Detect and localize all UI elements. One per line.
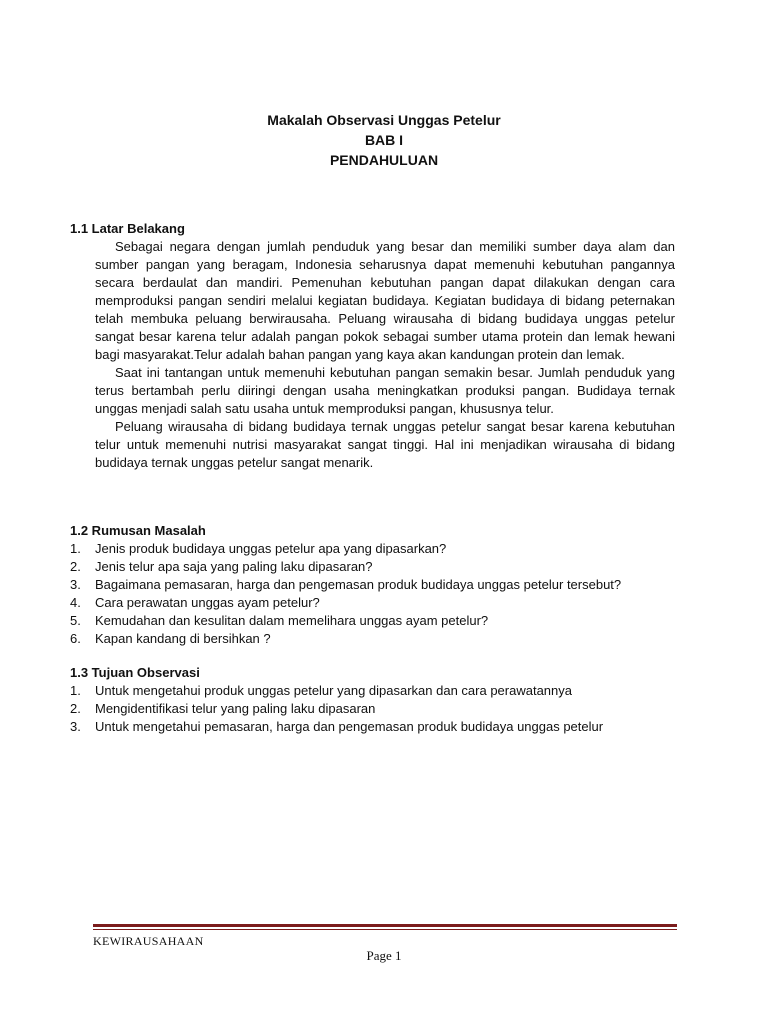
list-text: Bagaimana pemasaran, harga dan pengemasan produk budidaya unggas petelur tersebut? xyxy=(95,577,622,592)
list-item xyxy=(70,630,675,648)
list-number: 3. xyxy=(70,719,81,734)
list-item xyxy=(70,576,675,594)
list-number: 2. xyxy=(70,701,81,716)
section-heading: 1.3 Tujuan Observasi xyxy=(70,665,200,680)
paragraph: Saat ini tantangan untuk memenuhi kebutuhan pangan semakin besar. Jumlah penduduk yang terus bertambah perlu diiringi dengan usaha meningkatkan produksi pangan. Budidaya ternak unggas menjadi salah satu usaha untuk memproduksi pangan, khususnya telur. xyxy=(95,365,675,416)
document-title: Makalah Observasi Unggas Petelur xyxy=(267,112,501,128)
list-number: 2. xyxy=(70,559,81,574)
list-text: Kemudahan dan kesulitan dalam memelihara unggas ayam petelur? xyxy=(95,613,489,628)
list-text: Jenis telur apa saja yang paling laku dipasaran? xyxy=(95,559,373,574)
list-item xyxy=(70,700,675,718)
list-number: 1. xyxy=(70,683,81,698)
chapter-title: PENDAHULUAN xyxy=(329,152,439,168)
section-heading: 1.1 Latar Belakang xyxy=(70,221,185,236)
section-tujuan-observasi xyxy=(70,664,675,736)
section-rumusan-masalah xyxy=(70,522,675,648)
numbered-list xyxy=(70,540,675,648)
list-number: 3. xyxy=(70,577,81,592)
list-item xyxy=(70,594,675,612)
list-text: Untuk mengetahui pemasaran, harga dan pengemasan produk budidaya unggas petelur xyxy=(95,719,604,734)
list-item xyxy=(70,718,675,736)
list-text: Kapan kandang di bersihkan ? xyxy=(95,631,271,646)
footer-course-label: KEWIRAUSAHAAN xyxy=(93,934,204,948)
footer-divider xyxy=(93,924,677,930)
list-item xyxy=(70,540,675,558)
list-text: Untuk mengetahui produk unggas petelur yang dipasarkan dan cara perawatannya xyxy=(95,683,572,698)
list-number: 6. xyxy=(70,631,81,646)
chapter-number: BAB I xyxy=(364,132,404,148)
list-item xyxy=(70,682,675,700)
document-title-block xyxy=(0,110,768,170)
list-text: Mengidentifikasi telur yang paling laku dipasaran xyxy=(95,701,376,716)
paragraph: Sebagai negara dengan jumlah penduduk yang besar dan memiliki sumber daya alam dan sumber pangan yang beragam, Indonesia seharusnya dapat memenuhi kebutuhan pangannya secara berdaulat dan mandiri. Pemenuhan kebutuhan pangan dapat dilakukan dengan cara memproduksi pangan sendiri melalui kegiatan budidaya. Kegiatan budidaya di bidang peternakan telah membuka peluang berwirausaha. Peluang wirausaha di bidang budidaya unggas petelur sangat besar karena telur adalah pangan pokok sebagai sumber utama protein dan lemak hewani bagi masyarakat.Telur adalah bahan pangan yang kaya akan kandungan protein dan lemak. xyxy=(95,239,675,362)
section-latar-belakang xyxy=(70,220,675,472)
footer-divider-thick xyxy=(93,924,677,927)
list-item xyxy=(70,612,675,630)
list-number: 4. xyxy=(70,595,81,610)
page-number: Page 1 xyxy=(366,948,402,963)
list-item xyxy=(70,558,675,576)
list-number: 1. xyxy=(70,541,81,556)
footer-divider-thin xyxy=(93,929,677,930)
section-heading: 1.2 Rumusan Masalah xyxy=(70,523,206,538)
list-text: Cara perawatan unggas ayam petelur? xyxy=(95,595,320,610)
paragraph: Peluang wirausaha di bidang budidaya ternak unggas petelur sangat besar karena kebutuhan telur untuk memenuhi nutrisi masyarakat sangat tinggi. Hal ini menjadikan wirausaha di bidang budidaya ternak unggas petelur sangat menarik. xyxy=(95,419,675,470)
numbered-list xyxy=(70,682,675,736)
list-text: Jenis produk budidaya unggas petelur apa yang dipasarkan? xyxy=(95,541,447,556)
list-number: 5. xyxy=(70,613,81,628)
